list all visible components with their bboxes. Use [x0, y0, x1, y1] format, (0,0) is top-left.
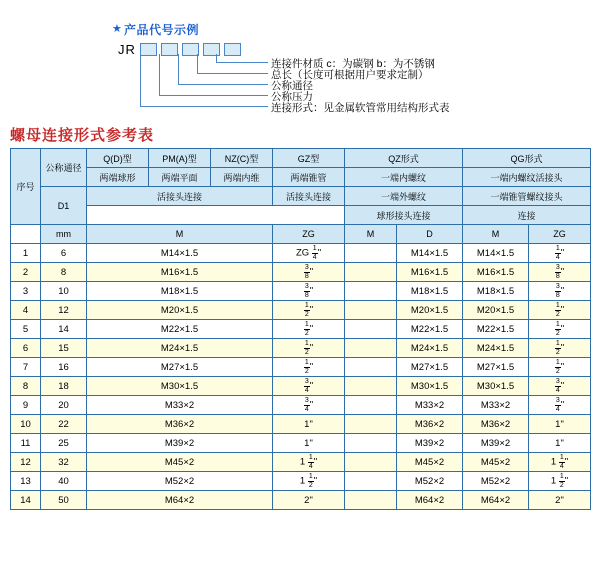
- row-seq: 5: [11, 320, 41, 339]
- leader-v-5: [140, 54, 141, 106]
- table-row: [11, 301, 591, 320]
- row-qz-d: M14×1.5: [397, 244, 463, 263]
- row-qg-m: M14×1.5: [463, 244, 529, 263]
- row-qz-m: [345, 320, 397, 339]
- leader-h-4: [159, 95, 268, 96]
- row-qg-m: M33×2: [463, 396, 529, 415]
- row-m: M24×1.5: [87, 339, 273, 358]
- code-boxes: [140, 43, 241, 56]
- row-qg-zg: 1 $\frac{1}{2}$ ": [529, 472, 591, 491]
- row-seq: 1: [11, 244, 41, 263]
- header-group-nzc: NZ(C)型: [211, 149, 273, 168]
- row-qz-m: [345, 377, 397, 396]
- row-seq: 14: [11, 491, 41, 510]
- header-group-pma: PM(A)型: [149, 149, 211, 168]
- leader-h-1: [216, 62, 268, 63]
- row-qg-m: M20×1.5: [463, 301, 529, 320]
- table-head-row-1: [11, 149, 591, 168]
- code-box-4: [203, 43, 220, 56]
- row-qg-m: M36×2: [463, 415, 529, 434]
- row-zg: 1 $\frac{1}{4}$ ": [273, 453, 345, 472]
- row-seq: 12: [11, 453, 41, 472]
- row-seq: 3: [11, 282, 41, 301]
- code-box-5: [224, 43, 241, 56]
- row-qz-d: M20×1.5: [397, 301, 463, 320]
- row-zg: $\frac{3}{8}$ ": [273, 282, 345, 301]
- header-union-gz: 活接头连接: [273, 187, 345, 206]
- row-m: M45×2: [87, 453, 273, 472]
- table-title: 螺母连接形式参考表: [10, 127, 155, 144]
- row-qz-m: [345, 339, 397, 358]
- row-qz-d: M27×1.5: [397, 358, 463, 377]
- row-dn: 15: [41, 339, 87, 358]
- diagram-label-material: 连接件材质 c：为碳钢 b：为不锈钢: [271, 58, 435, 70]
- row-m: M64×2: [87, 491, 273, 510]
- row-qg-m: M45×2: [463, 453, 529, 472]
- diagram-label-connection: 连接形式：见金属软管常用结构形式表: [271, 102, 450, 114]
- table-row: [11, 320, 591, 339]
- row-zg: 1": [273, 434, 345, 453]
- header-group-qd: Q(D)型: [87, 149, 149, 168]
- row-qg-zg: 1": [529, 434, 591, 453]
- row-qg-zg: $\frac{1}{2}$ ": [529, 339, 591, 358]
- row-seq: 7: [11, 358, 41, 377]
- header-unit-blank: [11, 225, 41, 244]
- header-unit-qz-d: D: [397, 225, 463, 244]
- row-zg: $\frac{1}{2}$ ": [273, 358, 345, 377]
- row-m: M39×2: [87, 434, 273, 453]
- leader-v-3: [178, 54, 179, 84]
- table-row: [11, 377, 591, 396]
- header-d1: D1: [41, 187, 87, 225]
- row-zg: $\frac{3}{8}$ ": [273, 263, 345, 282]
- header-qg-thread: 一端锥管螺纹接头: [463, 187, 591, 206]
- row-qz-m: [345, 415, 397, 434]
- row-dn: 22: [41, 415, 87, 434]
- row-qg-zg: 1": [529, 415, 591, 434]
- row-m: M33×2: [87, 396, 273, 415]
- row-dn: 18: [41, 377, 87, 396]
- diagram-label-dn: 公称通径: [271, 80, 313, 92]
- header-blank: [87, 206, 345, 225]
- row-seq: 8: [11, 377, 41, 396]
- header-sub-pma: 两端平面: [149, 168, 211, 187]
- row-qz-m: [345, 244, 397, 263]
- row-qg-zg: $\frac{1}{4}$ ": [529, 244, 591, 263]
- row-qz-d: M39×2: [397, 434, 463, 453]
- row-qz-d: M33×2: [397, 396, 463, 415]
- star-icon: ★: [112, 23, 122, 35]
- row-zg: 2": [273, 491, 345, 510]
- header-group-qz: QZ形式: [345, 149, 463, 168]
- leader-h-2: [197, 73, 268, 74]
- header-unit-qg-zg: ZG: [529, 225, 591, 244]
- header-sub-gz: 两端锥管: [273, 168, 345, 187]
- row-qz-m: [345, 434, 397, 453]
- row-qz-m: [345, 358, 397, 377]
- row-qg-zg: $\frac{3}{4}$ ": [529, 396, 591, 415]
- row-qg-zg: $\frac{3}{8}$ ": [529, 282, 591, 301]
- row-m: M16×1.5: [87, 263, 273, 282]
- row-qz-d: M36×2: [397, 415, 463, 434]
- header-sub-qg: 一端内螺纹活接头: [463, 168, 591, 187]
- row-qz-m: [345, 282, 397, 301]
- row-dn: 50: [41, 491, 87, 510]
- leader-v-2: [197, 54, 198, 73]
- row-qg-zg: $\frac{1}{2}$ ": [529, 320, 591, 339]
- table-row: [11, 415, 591, 434]
- row-dn: 14: [41, 320, 87, 339]
- table-head-row-2: [11, 168, 591, 187]
- row-dn: 10: [41, 282, 87, 301]
- row-zg: $\frac{1}{2}$ ": [273, 320, 345, 339]
- code-box-1: [140, 43, 157, 56]
- row-m: M52×2: [87, 472, 273, 491]
- row-qg-m: M52×2: [463, 472, 529, 491]
- row-seq: 9: [11, 396, 41, 415]
- code-box-2: [161, 43, 178, 56]
- row-dn: 32: [41, 453, 87, 472]
- table-row: [11, 282, 591, 301]
- row-qz-m: [345, 263, 397, 282]
- row-zg: $\frac{1}{2}$ ": [273, 301, 345, 320]
- table-row: [11, 263, 591, 282]
- row-seq: 13: [11, 472, 41, 491]
- row-dn: 8: [41, 263, 87, 282]
- header-unit-mm: mm: [41, 225, 87, 244]
- header-group-qg: QG形式: [463, 149, 591, 168]
- row-m: M36×2: [87, 415, 273, 434]
- header-dn: 公称通径: [41, 149, 87, 187]
- row-qz-d: M24×1.5: [397, 339, 463, 358]
- leader-h-5: [140, 106, 268, 107]
- row-seq: 2: [11, 263, 41, 282]
- row-qz-m: [345, 453, 397, 472]
- table-row: [11, 358, 591, 377]
- header-group-gz: GZ型: [273, 149, 345, 168]
- row-dn: 12: [41, 301, 87, 320]
- row-qg-m: M64×2: [463, 491, 529, 510]
- row-seq: 6: [11, 339, 41, 358]
- row-qz-m: [345, 396, 397, 415]
- table-head-row-5: [11, 225, 591, 244]
- row-m: M30×1.5: [87, 377, 273, 396]
- code-prefix: JR: [118, 42, 136, 57]
- row-dn: 20: [41, 396, 87, 415]
- header-union-left: 活接头连接: [87, 187, 273, 206]
- row-m: M18×1.5: [87, 282, 273, 301]
- diagram-title: 产品代号示例: [124, 23, 200, 37]
- table-row: [11, 396, 591, 415]
- row-zg: $\frac{3}{4}$ ": [273, 396, 345, 415]
- row-qg-zg: $\frac{1}{2}$ ": [529, 301, 591, 320]
- row-qz-m: [345, 491, 397, 510]
- table-head-row-4: [11, 206, 591, 225]
- header-sub-nzc: 两端内维: [211, 168, 273, 187]
- table-row: [11, 244, 591, 263]
- leader-h-3: [178, 84, 268, 85]
- row-qg-zg: 2": [529, 491, 591, 510]
- row-qg-m: M22×1.5: [463, 320, 529, 339]
- header-qz-thread: 一端外螺纹: [345, 187, 463, 206]
- row-qz-d: M64×2: [397, 491, 463, 510]
- row-qg-zg: 1 $\frac{1}{4}$ ": [529, 453, 591, 472]
- row-qg-m: M24×1.5: [463, 339, 529, 358]
- table-head-row-3: [11, 187, 591, 206]
- row-seq: 4: [11, 301, 41, 320]
- header-unit-zg: ZG: [273, 225, 345, 244]
- table-head: [11, 149, 591, 244]
- table-body: [11, 244, 591, 510]
- leader-v-4: [159, 54, 160, 95]
- row-zg: 1": [273, 415, 345, 434]
- leader-v-1: [216, 54, 217, 62]
- row-m: M20×1.5: [87, 301, 273, 320]
- table-row: [11, 453, 591, 472]
- header-qg-connect: 连接: [463, 206, 591, 225]
- row-qg-m: M39×2: [463, 434, 529, 453]
- diagram-label-pn: 公称压力: [271, 91, 313, 103]
- header-qz-ball: 球形接头连接: [345, 206, 463, 225]
- row-qz-m: [345, 472, 397, 491]
- row-qg-zg: $\frac{3}{8}$ ": [529, 263, 591, 282]
- header-unit-m: M: [87, 225, 273, 244]
- row-dn: 6: [41, 244, 87, 263]
- row-qz-d: M22×1.5: [397, 320, 463, 339]
- header-unit-qz-m: M: [345, 225, 397, 244]
- row-m: M14×1.5: [87, 244, 273, 263]
- diagram-label-length: 总长（长度可根据用户要求定制）: [271, 69, 429, 81]
- table-row: [11, 472, 591, 491]
- row-seq: 11: [11, 434, 41, 453]
- row-dn: 40: [41, 472, 87, 491]
- row-qz-d: M45×2: [397, 453, 463, 472]
- row-zg: ZG $\frac{1}{4}$ ": [273, 244, 345, 263]
- row-qz-d: M30×1.5: [397, 377, 463, 396]
- header-sub-qz: 一端内螺纹: [345, 168, 463, 187]
- row-m: M27×1.5: [87, 358, 273, 377]
- row-qz-d: M16×1.5: [397, 263, 463, 282]
- row-m: M22×1.5: [87, 320, 273, 339]
- row-qg-zg: $\frac{1}{2}$ ": [529, 358, 591, 377]
- row-qg-m: M18×1.5: [463, 282, 529, 301]
- row-qg-m: M16×1.5: [463, 263, 529, 282]
- nut-connection-table: [10, 148, 591, 510]
- row-qg-m: M27×1.5: [463, 358, 529, 377]
- header-sub-qd: 两端球形: [87, 168, 149, 187]
- row-qg-m: M30×1.5: [463, 377, 529, 396]
- row-qz-d: M18×1.5: [397, 282, 463, 301]
- row-zg: 1 $\frac{1}{2}$ ": [273, 472, 345, 491]
- product-code-diagram: [0, 0, 600, 118]
- row-qg-zg: $\frac{3}{4}$ ": [529, 377, 591, 396]
- table-row: [11, 339, 591, 358]
- table-row: [11, 491, 591, 510]
- table-row: [11, 434, 591, 453]
- row-qz-d: M52×2: [397, 472, 463, 491]
- header-unit-qg-m: M: [463, 225, 529, 244]
- header-seq: 序号: [11, 149, 41, 225]
- row-qz-m: [345, 301, 397, 320]
- row-dn: 25: [41, 434, 87, 453]
- row-zg: $\frac{1}{2}$ ": [273, 339, 345, 358]
- row-seq: 10: [11, 415, 41, 434]
- row-dn: 16: [41, 358, 87, 377]
- row-zg: $\frac{3}{4}$ ": [273, 377, 345, 396]
